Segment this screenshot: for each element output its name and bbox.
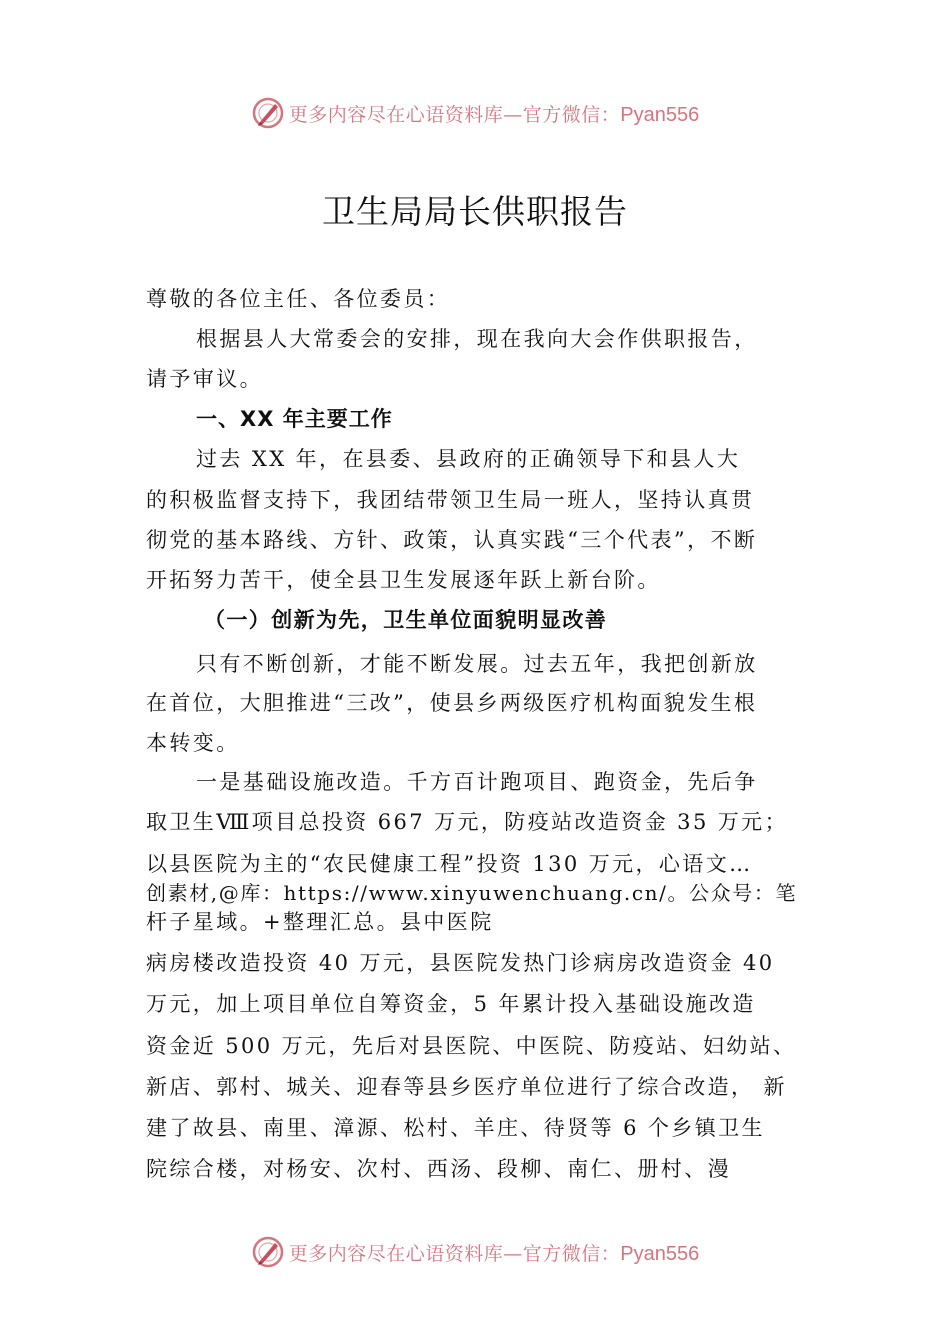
watermark-wechat-id: Pyan556 xyxy=(620,1242,700,1265)
paragraph-line: 以县医院为主的“农民健康工程”投资 130 万元，心语文… xyxy=(146,852,753,876)
document-title: 卫生局局长供职报告 xyxy=(322,192,628,231)
paragraph-line: 一是基础设施改造。千方百计跑项目、跑资金，先后争 xyxy=(196,770,758,794)
paragraph-line: 创素材,@库：https://www.xinyuwenchuang.cn/。公众号：笔 xyxy=(146,881,798,905)
paragraph-line: 在首位，大胆推进“三改”，使县乡两级医疗机构面貌发生根 xyxy=(146,691,758,715)
watermark-brand-text: 更多内容尽在心语资料库—官方微信： xyxy=(288,103,621,126)
paragraph-line: 建了故县、南里、漳源、松村、羊庄、待贤等 6 个乡镇卫生 xyxy=(146,1116,765,1140)
paragraph-line: 只有不断创新，才能不断发展。过去五年，我把创新放 xyxy=(196,652,758,676)
paragraph-line: 的积极监督支持下，我团结带领卫生局一班人，坚持认真贯 xyxy=(146,488,755,512)
paragraph-line: 院综合楼，对杨安、次村、西汤、段柳、南仁、册村、漫 xyxy=(146,1157,731,1181)
paragraph-line: 彻党的基本路线、方针、政策，认真实践“三个代表”，不断 xyxy=(146,528,758,552)
paragraph-line: 请予审议。 xyxy=(146,367,263,391)
paragraph-line: 病房楼改造投资 40 万元，县医院发热门诊病房改造资金 40 xyxy=(146,951,775,975)
paragraph-line: 取卫生Ⅷ项目总投资 667 万元，防疫站改造资金 35 万元； xyxy=(146,810,788,834)
salutation-line: 尊敬的各位主任、各位委员： xyxy=(146,287,451,311)
pen-seal-icon xyxy=(251,96,285,130)
subsection-heading: （一）创新为先，卫生单位面貌明显改善 xyxy=(204,607,608,632)
paragraph-line: 新店、郭村、城关、迎春等县乡医疗单位进行了综合改造， 新 xyxy=(146,1075,787,1099)
watermark-brand-text: 更多内容尽在心语资料库—官方微信： xyxy=(288,1242,621,1265)
watermark-banner-bottom xyxy=(0,1232,950,1272)
pen-seal-icon xyxy=(251,1235,285,1269)
section-heading: 一、XX 年主要工作 xyxy=(196,407,393,431)
paragraph-line: 万元，加上项目单位自筹资金，5 年累计投入基础设施改造 xyxy=(146,992,756,1016)
paragraph-line: 杆子星域。+整理汇总。县中医院 xyxy=(146,910,494,934)
paragraph-line: 资金近 500 万元，先后对县医院、中医院、防疫站、妇幼站、 xyxy=(146,1034,797,1058)
watermark-banner-top xyxy=(0,93,950,133)
paragraph-line: 根据县人大常委会的安排，现在我向大会作供职报告， xyxy=(196,327,758,351)
paragraph-line: 本转变。 xyxy=(146,731,240,755)
paragraph-line: 过去 XX 年，在县委、县政府的正确领导下和县人大 xyxy=(196,447,741,471)
watermark-wechat-id: Pyan556 xyxy=(620,103,700,126)
paragraph-line: 开拓努力苦干，使全县卫生发展逐年跃上新台阶。 xyxy=(146,568,661,592)
